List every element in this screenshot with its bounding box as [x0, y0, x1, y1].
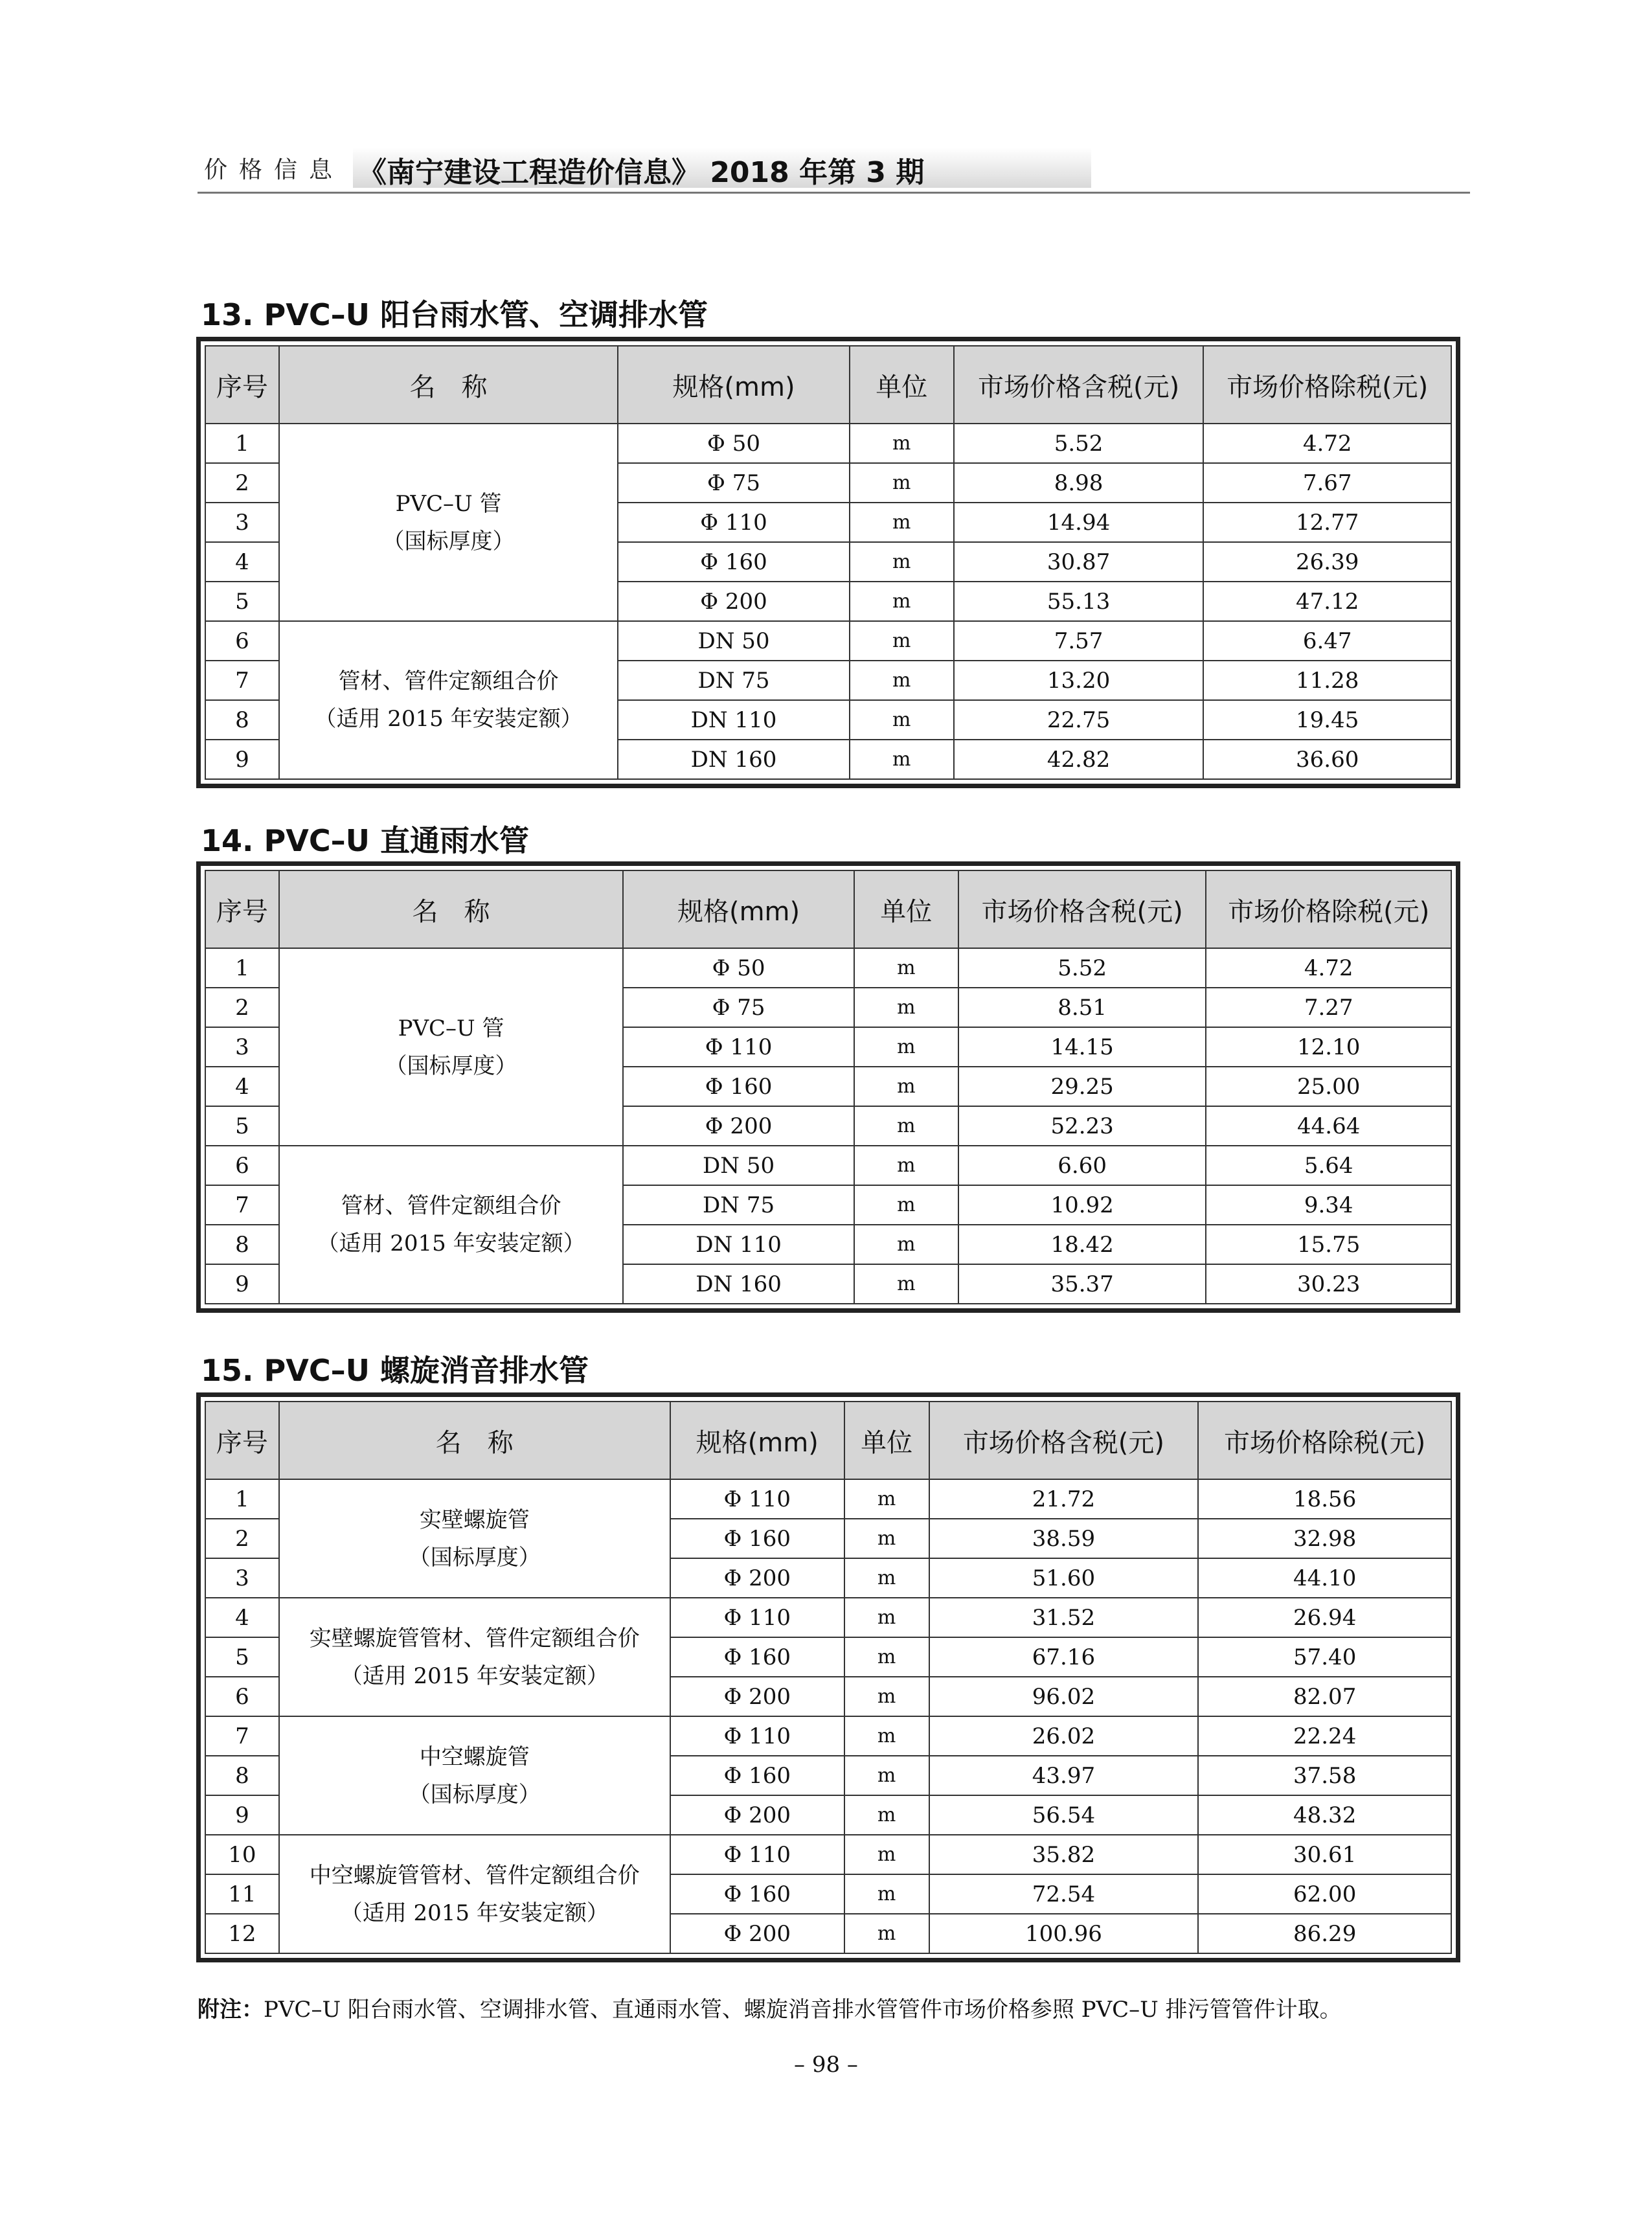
- cell-spec: Φ 50: [618, 424, 849, 463]
- column-header: 单位: [850, 346, 954, 424]
- cell-tax-incl: 56.54: [929, 1795, 1199, 1835]
- header-category: 价格信息: [204, 157, 345, 183]
- column-header: 市场价格除税(元): [1198, 1402, 1451, 1479]
- table-row: [205, 948, 1451, 988]
- cell-no: 7: [205, 1185, 279, 1225]
- name-line: （国标厚度）: [385, 1052, 517, 1079]
- cell-no: 6: [205, 621, 279, 661]
- header-publication: 《南宁建设工程造价信息》 2018 年第 3 期: [358, 156, 925, 189]
- cell-unit: m: [850, 424, 954, 463]
- cell-tax-excl: 22.24: [1198, 1716, 1451, 1756]
- cell-name: [279, 1479, 670, 1598]
- cell-tax-incl: 51.60: [929, 1558, 1199, 1598]
- cell-no: 3: [205, 503, 279, 542]
- cell-tax-excl: 36.60: [1203, 740, 1451, 779]
- column-header: 规格(mm): [618, 346, 849, 424]
- cell-tax-incl: 30.87: [954, 542, 1204, 582]
- cell-tax-incl: 6.60: [958, 1146, 1206, 1185]
- cell-tax-excl: 25.00: [1206, 1067, 1451, 1106]
- cell-spec: DN 75: [618, 661, 849, 700]
- cell-name: [279, 1835, 670, 1953]
- cell-no: 1: [205, 1479, 279, 1519]
- cell-name: [279, 1146, 624, 1304]
- column-header: 规格(mm): [623, 870, 854, 948]
- cell-spec: Φ 160: [670, 1756, 844, 1795]
- cell-tax-excl: 6.47: [1203, 621, 1451, 661]
- cell-tax-incl: 96.02: [929, 1677, 1199, 1716]
- cell-unit: m: [844, 1914, 929, 1953]
- name-line: （国标厚度）: [408, 1781, 541, 1808]
- cell-no: 2: [205, 1519, 279, 1558]
- cell-tax-incl: 72.54: [929, 1874, 1199, 1914]
- name-line: （适用 2015 年安装定额）: [317, 1231, 585, 1256]
- name-line: （适用 2015 年安装定额）: [340, 1900, 609, 1926]
- footnote: [198, 1992, 1342, 2023]
- cell-tax-incl: 29.25: [958, 1067, 1206, 1106]
- cell-tax-excl: 62.00: [1198, 1874, 1451, 1914]
- column-header: 市场价格除税(元): [1206, 870, 1451, 948]
- cell-no: 3: [205, 1027, 279, 1067]
- cell-tax-incl: 35.37: [958, 1264, 1206, 1304]
- cell-spec: DN 160: [618, 740, 849, 779]
- cell-tax-excl: 7.27: [1206, 988, 1451, 1027]
- cell-spec: Φ 160: [623, 1067, 854, 1106]
- cell-unit: m: [854, 1027, 958, 1067]
- cell-tax-incl: 42.82: [954, 740, 1204, 779]
- cell-spec: Φ 160: [670, 1519, 844, 1558]
- cell-no: 6: [205, 1677, 279, 1716]
- column-header: 名 称: [279, 870, 624, 948]
- cell-no: 2: [205, 988, 279, 1027]
- cell-spec: Φ 200: [670, 1558, 844, 1598]
- table-section-14: [196, 861, 1460, 1313]
- column-header: 规格(mm): [670, 1402, 844, 1479]
- cell-tax-excl: 30.61: [1198, 1835, 1451, 1874]
- cell-spec: Φ 160: [670, 1637, 844, 1677]
- cell-tax-excl: 4.72: [1206, 948, 1451, 988]
- column-header: 单位: [844, 1402, 929, 1479]
- name-line: 管材、管件定额组合价: [341, 1193, 561, 1219]
- table-row: [205, 1835, 1451, 1874]
- column-header: 市场价格含税(元): [958, 870, 1206, 948]
- cell-unit: m: [844, 1637, 929, 1677]
- cell-unit: m: [844, 1835, 929, 1874]
- cell-spec: Φ 200: [623, 1106, 854, 1146]
- table-row: [205, 1598, 1451, 1637]
- header-rule: [198, 192, 1470, 194]
- cell-spec: DN 75: [623, 1185, 854, 1225]
- cell-tax-incl: 13.20: [954, 661, 1204, 700]
- cell-tax-excl: 32.98: [1198, 1519, 1451, 1558]
- cell-tax-excl: 48.32: [1198, 1795, 1451, 1835]
- cell-name: [279, 621, 618, 779]
- cell-tax-excl: 26.94: [1198, 1598, 1451, 1637]
- header-row: [205, 346, 1451, 424]
- cell-no: 5: [205, 1106, 279, 1146]
- cell-tax-excl: 44.64: [1206, 1106, 1451, 1146]
- footnote-text: PVC–U 阳台雨水管、空调排水管、直通雨水管、螺旋消音排水管管件市场价格参照 PVC–U 排污管管件计取。: [264, 1997, 1342, 2023]
- cell-tax-incl: 14.15: [958, 1027, 1206, 1067]
- column-header: 市场价格除税(元): [1203, 346, 1451, 424]
- cell-unit: m: [844, 1479, 929, 1519]
- page-header: [198, 148, 1470, 194]
- name-line: 中空螺旋管管材、管件定额组合价: [309, 1862, 640, 1889]
- cell-tax-excl: 44.10: [1198, 1558, 1451, 1598]
- cell-spec: DN 50: [618, 621, 849, 661]
- name-line: 中空螺旋管: [419, 1743, 530, 1770]
- section-title-15: 15. PVC–U 螺旋消音排水管: [201, 1353, 589, 1388]
- cell-name: [279, 948, 624, 1146]
- cell-tax-excl: 57.40: [1198, 1637, 1451, 1677]
- cell-spec: Φ 110: [670, 1716, 844, 1756]
- cell-unit: m: [844, 1598, 929, 1637]
- cell-spec: DN 110: [618, 700, 849, 740]
- cell-unit: m: [844, 1558, 929, 1598]
- price-table: [205, 345, 1452, 780]
- cell-tax-incl: 35.82: [929, 1835, 1199, 1874]
- cell-no: 4: [205, 1067, 279, 1106]
- cell-name: [279, 424, 618, 621]
- cell-tax-excl: 26.39: [1203, 542, 1451, 582]
- cell-spec: Φ 160: [670, 1874, 844, 1914]
- cell-tax-incl: 5.52: [958, 948, 1206, 988]
- table-row: [205, 1146, 1451, 1185]
- cell-unit: m: [854, 1146, 958, 1185]
- table-row: [205, 621, 1451, 661]
- cell-tax-incl: 10.92: [958, 1185, 1206, 1225]
- cell-no: 5: [205, 1637, 279, 1677]
- cell-unit: m: [850, 621, 954, 661]
- cell-unit: m: [844, 1756, 929, 1795]
- section-title-14: 14. PVC–U 直通雨水管: [201, 823, 529, 858]
- cell-tax-incl: 52.23: [958, 1106, 1206, 1146]
- cell-no: 12: [205, 1914, 279, 1953]
- cell-spec: Φ 110: [618, 503, 849, 542]
- cell-tax-excl: 7.67: [1203, 463, 1451, 503]
- cell-no: 5: [205, 582, 279, 621]
- cell-tax-incl: 21.72: [929, 1479, 1199, 1519]
- cell-spec: Φ 75: [618, 463, 849, 503]
- cell-no: 4: [205, 542, 279, 582]
- cell-no: 1: [205, 948, 279, 988]
- cell-spec: DN 50: [623, 1146, 854, 1185]
- cell-tax-excl: 12.10: [1206, 1027, 1451, 1067]
- page-number: – 98 –: [794, 2052, 858, 2078]
- cell-tax-excl: 18.56: [1198, 1479, 1451, 1519]
- cell-unit: m: [850, 740, 954, 779]
- column-header: 市场价格含税(元): [954, 346, 1204, 424]
- table-section-13: [196, 337, 1460, 788]
- cell-tax-excl: 9.34: [1206, 1185, 1451, 1225]
- cell-tax-incl: 8.98: [954, 463, 1204, 503]
- table-section-15: [196, 1392, 1460, 1962]
- cell-unit: m: [844, 1677, 929, 1716]
- table-row: [205, 1716, 1451, 1756]
- cell-tax-incl: 43.97: [929, 1756, 1199, 1795]
- column-header: 单位: [854, 870, 958, 948]
- cell-no: 8: [205, 1756, 279, 1795]
- cell-tax-incl: 7.57: [954, 621, 1204, 661]
- cell-unit: m: [850, 542, 954, 582]
- cell-unit: m: [844, 1519, 929, 1558]
- cell-unit: m: [854, 1067, 958, 1106]
- cell-name: [279, 1716, 670, 1835]
- cell-spec: Φ 75: [623, 988, 854, 1027]
- cell-unit: m: [854, 1225, 958, 1264]
- cell-tax-excl: 37.58: [1198, 1756, 1451, 1795]
- cell-spec: Φ 200: [670, 1795, 844, 1835]
- cell-spec: Φ 200: [670, 1677, 844, 1716]
- cell-unit: m: [854, 1264, 958, 1304]
- name-line: （适用 2015 年安装定额）: [340, 1663, 609, 1689]
- cell-unit: m: [850, 463, 954, 503]
- cell-spec: Φ 50: [623, 948, 854, 988]
- cell-spec: Φ 110: [623, 1027, 854, 1067]
- price-table: [205, 1401, 1452, 1954]
- cell-no: 10: [205, 1835, 279, 1874]
- cell-tax-incl: 18.42: [958, 1225, 1206, 1264]
- column-header: 序号: [205, 870, 279, 948]
- cell-no: 3: [205, 1558, 279, 1598]
- cell-tax-excl: 15.75: [1206, 1225, 1451, 1264]
- cell-spec: Φ 200: [670, 1914, 844, 1953]
- cell-spec: Φ 200: [618, 582, 849, 621]
- cell-tax-excl: 47.12: [1203, 582, 1451, 621]
- cell-unit: m: [850, 582, 954, 621]
- cell-tax-excl: 82.07: [1198, 1677, 1451, 1716]
- cell-no: 9: [205, 1795, 279, 1835]
- cell-no: 9: [205, 740, 279, 779]
- cell-tax-incl: 38.59: [929, 1519, 1199, 1558]
- cell-unit: m: [854, 1106, 958, 1146]
- footnote-label: 附注：: [198, 1997, 264, 2023]
- cell-unit: m: [850, 700, 954, 740]
- cell-tax-incl: 8.51: [958, 988, 1206, 1027]
- cell-tax-incl: 14.94: [954, 503, 1204, 542]
- cell-tax-excl: 4.72: [1203, 424, 1451, 463]
- cell-tax-incl: 67.16: [929, 1637, 1199, 1677]
- cell-tax-excl: 11.28: [1203, 661, 1451, 700]
- header-row: [205, 870, 1451, 948]
- cell-no: 2: [205, 463, 279, 503]
- column-header: 名 称: [279, 1402, 670, 1479]
- cell-unit: m: [850, 503, 954, 542]
- cell-no: 7: [205, 1716, 279, 1756]
- cell-tax-excl: 86.29: [1198, 1914, 1451, 1953]
- cell-spec: DN 160: [623, 1264, 854, 1304]
- cell-no: 4: [205, 1598, 279, 1637]
- cell-no: 1: [205, 424, 279, 463]
- cell-name: [279, 1598, 670, 1716]
- table-row: [205, 1479, 1451, 1519]
- cell-tax-incl: 100.96: [929, 1914, 1199, 1953]
- cell-spec: DN 110: [623, 1225, 854, 1264]
- price-table: [205, 870, 1452, 1304]
- name-line: （国标厚度）: [382, 528, 515, 554]
- name-line: （适用 2015 年安装定额）: [314, 706, 583, 732]
- cell-tax-excl: 5.64: [1206, 1146, 1451, 1185]
- cell-unit: m: [844, 1874, 929, 1914]
- cell-unit: m: [844, 1795, 929, 1835]
- section-title-13: 13. PVC–U 阳台雨水管、空调排水管: [201, 297, 708, 332]
- name-line: PVC–U 管: [398, 1015, 504, 1041]
- cell-no: 7: [205, 661, 279, 700]
- cell-spec: Φ 110: [670, 1479, 844, 1519]
- cell-unit: m: [844, 1716, 929, 1756]
- cell-tax-incl: 31.52: [929, 1598, 1199, 1637]
- cell-unit: m: [850, 661, 954, 700]
- name-line: 实壁螺旋管: [419, 1506, 530, 1533]
- table-row: [205, 424, 1451, 463]
- name-line: 管材、管件定额组合价: [338, 668, 559, 694]
- cell-spec: Φ 110: [670, 1835, 844, 1874]
- cell-unit: m: [854, 1185, 958, 1225]
- name-line: 实壁螺旋管管材、管件定额组合价: [309, 1625, 640, 1652]
- cell-no: 11: [205, 1874, 279, 1914]
- cell-spec: Φ 110: [670, 1598, 844, 1637]
- cell-unit: m: [854, 988, 958, 1027]
- cell-no: 9: [205, 1264, 279, 1304]
- cell-no: 6: [205, 1146, 279, 1185]
- cell-spec: Φ 160: [618, 542, 849, 582]
- column-header: 市场价格含税(元): [929, 1402, 1199, 1479]
- cell-tax-incl: 22.75: [954, 700, 1204, 740]
- name-line: PVC–U 管: [395, 490, 502, 517]
- column-header: 名 称: [279, 346, 618, 424]
- column-header: 序号: [205, 1402, 279, 1479]
- cell-tax-incl: 5.52: [954, 424, 1204, 463]
- header-row: [205, 1402, 1451, 1479]
- cell-tax-incl: 26.02: [929, 1716, 1199, 1756]
- cell-tax-excl: 19.45: [1203, 700, 1451, 740]
- cell-tax-excl: 30.23: [1206, 1264, 1451, 1304]
- cell-tax-incl: 55.13: [954, 582, 1204, 621]
- cell-tax-excl: 12.77: [1203, 503, 1451, 542]
- cell-no: 8: [205, 1225, 279, 1264]
- cell-no: 8: [205, 700, 279, 740]
- cell-unit: m: [854, 948, 958, 988]
- name-line: （国标厚度）: [408, 1544, 541, 1571]
- column-header: 序号: [205, 346, 279, 424]
